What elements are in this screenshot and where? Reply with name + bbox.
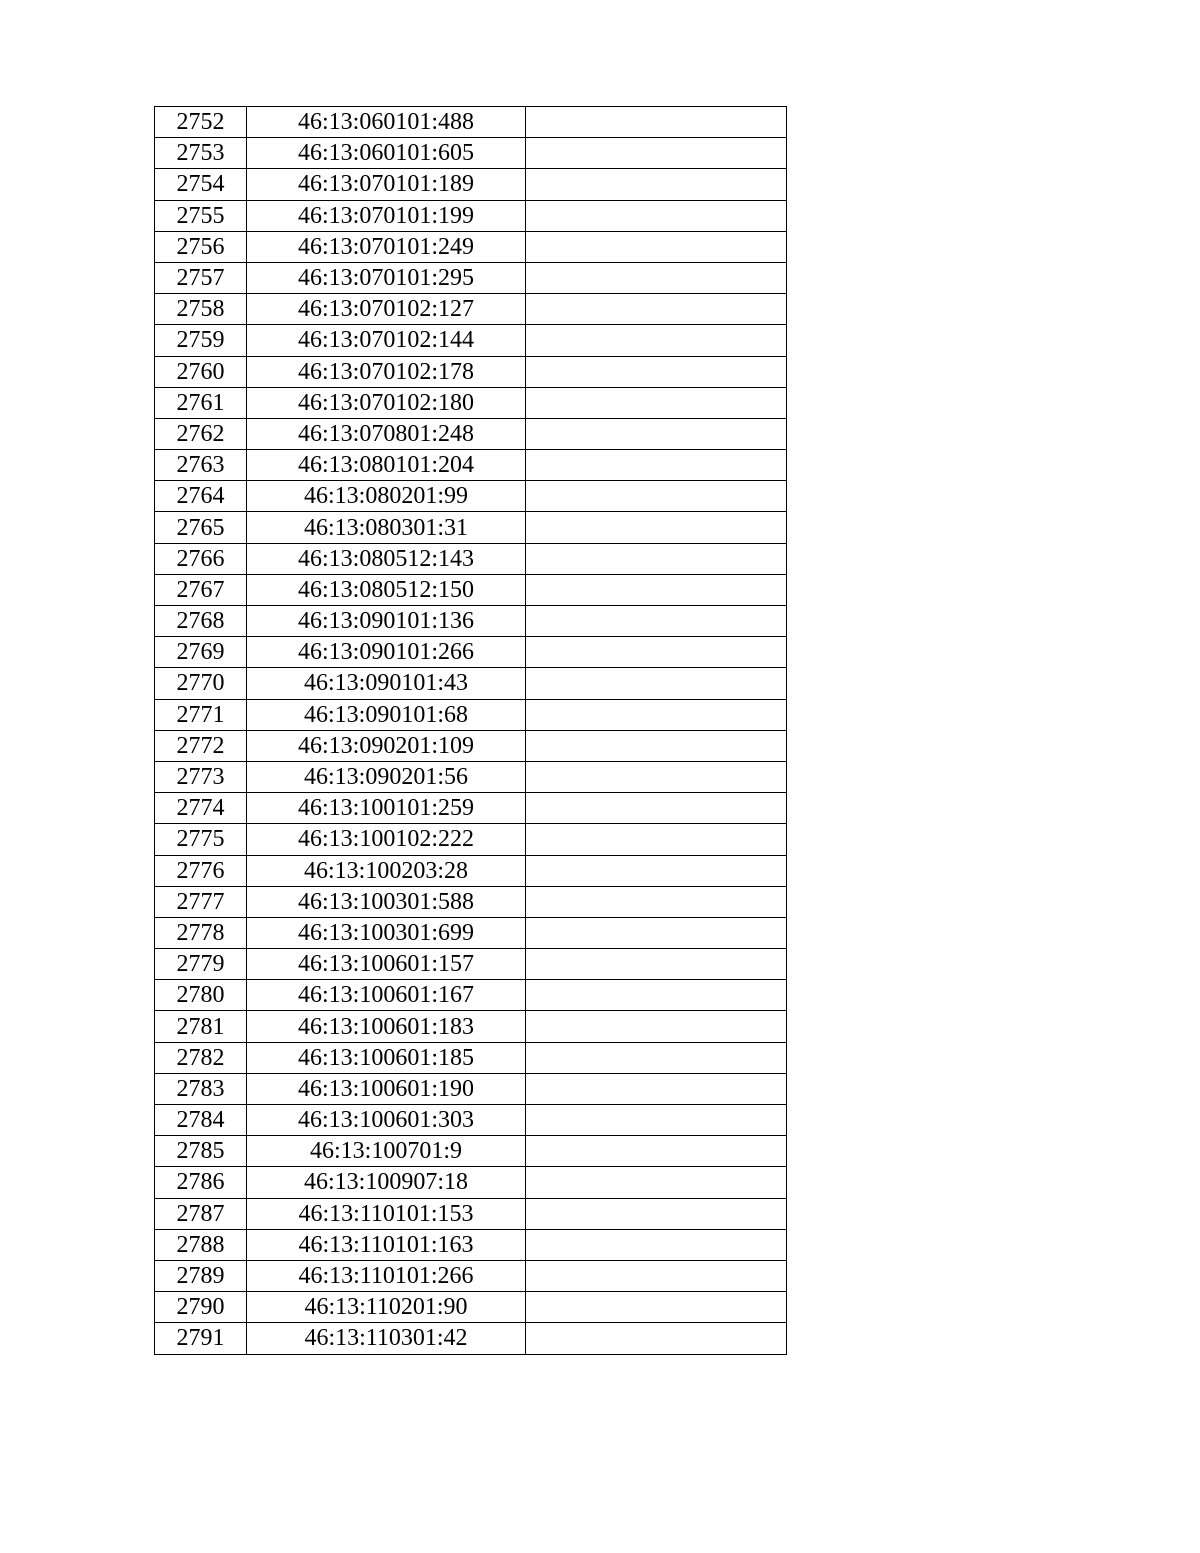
note-cell [526,1229,787,1260]
row-number-cell: 2773 [155,761,247,792]
table-row [155,761,787,792]
table-row [155,543,787,574]
note-cell [526,761,787,792]
row-number-cell: 2782 [155,1042,247,1073]
row-number-cell: 2787 [155,1198,247,1229]
row-number-cell: 2791 [155,1323,247,1354]
note-cell [526,138,787,169]
cadastral-number-cell: 46:13:070102:178 [247,356,526,387]
note-cell [526,418,787,449]
cadastral-number-cell: 46:13:110101:163 [247,1229,526,1260]
table-row [155,231,787,262]
row-number-cell: 2775 [155,824,247,855]
table-row [155,730,787,761]
row-number-cell: 2759 [155,325,247,356]
cadastral-number-cell: 46:13:110301:42 [247,1323,526,1354]
table-row [155,1042,787,1073]
table-row [155,1198,787,1229]
cadastral-number-cell: 46:13:090201:109 [247,730,526,761]
table-row [155,1323,787,1354]
table-row [155,980,787,1011]
cadastral-number-cell: 46:13:100601:167 [247,980,526,1011]
cadastral-number-cell: 46:13:100101:259 [247,793,526,824]
table-row [155,418,787,449]
table-row [155,1105,787,1136]
cadastral-number-cell: 46:13:070102:180 [247,387,526,418]
note-cell [526,793,787,824]
note-cell [526,1073,787,1104]
row-number-cell: 2778 [155,917,247,948]
row-number-cell: 2764 [155,481,247,512]
cadastral-number-cell: 46:13:060101:605 [247,138,526,169]
row-number-cell: 2788 [155,1229,247,1260]
row-number-cell: 2770 [155,668,247,699]
row-number-cell: 2776 [155,855,247,886]
row-number-cell: 2789 [155,1260,247,1291]
row-number-cell: 2790 [155,1292,247,1323]
table-row [155,699,787,730]
cadastral-number-cell: 46:13:070801:248 [247,418,526,449]
cadastral-number-cell: 46:13:100203:28 [247,855,526,886]
note-cell [526,699,787,730]
cadastral-number-cell: 46:13:100601:183 [247,1011,526,1042]
row-number-cell: 2758 [155,294,247,325]
table-row [155,949,787,980]
table-row [155,886,787,917]
table-row [155,606,787,637]
note-cell [526,1198,787,1229]
note-cell [526,356,787,387]
table-row [155,356,787,387]
note-cell [526,1105,787,1136]
cadastral-number-cell: 46:13:060101:488 [247,107,526,138]
row-number-cell: 2762 [155,418,247,449]
table-row [155,1073,787,1104]
note-cell [526,169,787,200]
table-row [155,481,787,512]
table-row [155,450,787,481]
row-number-cell: 2781 [155,1011,247,1042]
cadastral-number-cell: 46:13:070102:144 [247,325,526,356]
cadastral-number-cell: 46:13:070101:199 [247,200,526,231]
note-cell [526,1136,787,1167]
cadastral-number-cell: 46:13:100907:18 [247,1167,526,1198]
cadastral-number-cell: 46:13:100601:190 [247,1073,526,1104]
cadastral-number-cell: 46:13:090201:56 [247,761,526,792]
row-number-cell: 2754 [155,169,247,200]
note-cell [526,980,787,1011]
table-body [155,107,787,1355]
table-row [155,917,787,948]
row-number-cell: 2783 [155,1073,247,1104]
row-number-cell: 2765 [155,512,247,543]
note-cell [526,855,787,886]
cadastral-number-cell: 46:13:100301:699 [247,917,526,948]
cadastral-number-cell: 46:13:080201:99 [247,481,526,512]
note-cell [526,1011,787,1042]
cadastral-table [154,106,787,1355]
row-number-cell: 2774 [155,793,247,824]
cadastral-number-cell: 46:13:080512:150 [247,574,526,605]
row-number-cell: 2786 [155,1167,247,1198]
row-number-cell: 2757 [155,262,247,293]
table-row [155,169,787,200]
note-cell [526,262,787,293]
note-cell [526,637,787,668]
table-row [155,1260,787,1291]
note-cell [526,917,787,948]
cadastral-number-cell: 46:13:080512:143 [247,543,526,574]
table-row [155,325,787,356]
note-cell [526,231,787,262]
row-number-cell: 2755 [155,200,247,231]
table-row [155,1292,787,1323]
table-row [155,855,787,886]
note-cell [526,886,787,917]
cadastral-number-cell: 46:13:110201:90 [247,1292,526,1323]
row-number-cell: 2771 [155,699,247,730]
cadastral-number-cell: 46:13:090101:266 [247,637,526,668]
table-row [155,1136,787,1167]
row-number-cell: 2779 [155,949,247,980]
table-row [155,387,787,418]
note-cell [526,606,787,637]
cadastral-number-cell: 46:13:100701:9 [247,1136,526,1167]
note-cell [526,1323,787,1354]
note-cell [526,325,787,356]
cadastral-number-cell: 46:13:070102:127 [247,294,526,325]
cadastral-number-cell: 46:13:110101:266 [247,1260,526,1291]
cadastral-number-cell: 46:13:100601:185 [247,1042,526,1073]
table-row [155,512,787,543]
note-cell [526,1292,787,1323]
note-cell [526,1167,787,1198]
note-cell [526,574,787,605]
note-cell [526,200,787,231]
cadastral-number-cell: 46:13:100601:303 [247,1105,526,1136]
note-cell [526,1042,787,1073]
note-cell [526,481,787,512]
note-cell [526,730,787,761]
row-number-cell: 2785 [155,1136,247,1167]
table-row [155,793,787,824]
note-cell [526,1260,787,1291]
cadastral-number-cell: 46:13:090101:68 [247,699,526,730]
cadastral-number-cell: 46:13:070101:189 [247,169,526,200]
note-cell [526,294,787,325]
cadastral-number-cell: 46:13:080301:31 [247,512,526,543]
table-row [155,107,787,138]
table-row [155,262,787,293]
table-row [155,138,787,169]
note-cell [526,824,787,855]
cadastral-number-cell: 46:13:100301:588 [247,886,526,917]
row-number-cell: 2766 [155,543,247,574]
cadastral-number-cell: 46:13:110101:153 [247,1198,526,1229]
cadastral-number-cell: 46:13:100601:157 [247,949,526,980]
cadastral-number-cell: 46:13:080101:204 [247,450,526,481]
row-number-cell: 2760 [155,356,247,387]
row-number-cell: 2763 [155,450,247,481]
table-row [155,1229,787,1260]
table-row [155,200,787,231]
table-row [155,668,787,699]
row-number-cell: 2752 [155,107,247,138]
cadastral-number-cell: 46:13:090101:43 [247,668,526,699]
row-number-cell: 2772 [155,730,247,761]
note-cell [526,543,787,574]
table-row [155,294,787,325]
note-cell [526,450,787,481]
cadastral-number-cell: 46:13:090101:136 [247,606,526,637]
note-cell [526,512,787,543]
row-number-cell: 2767 [155,574,247,605]
table-row [155,824,787,855]
cadastral-number-cell: 46:13:070101:249 [247,231,526,262]
row-number-cell: 2761 [155,387,247,418]
table-row [155,1167,787,1198]
row-number-cell: 2753 [155,138,247,169]
row-number-cell: 2777 [155,886,247,917]
table-row [155,574,787,605]
row-number-cell: 2768 [155,606,247,637]
row-number-cell: 2769 [155,637,247,668]
cadastral-number-cell: 46:13:070101:295 [247,262,526,293]
note-cell [526,668,787,699]
table-row [155,637,787,668]
note-cell [526,107,787,138]
note-cell [526,949,787,980]
row-number-cell: 2784 [155,1105,247,1136]
table-row [155,1011,787,1042]
cadastral-number-cell: 46:13:100102:222 [247,824,526,855]
row-number-cell: 2780 [155,980,247,1011]
row-number-cell: 2756 [155,231,247,262]
note-cell [526,387,787,418]
